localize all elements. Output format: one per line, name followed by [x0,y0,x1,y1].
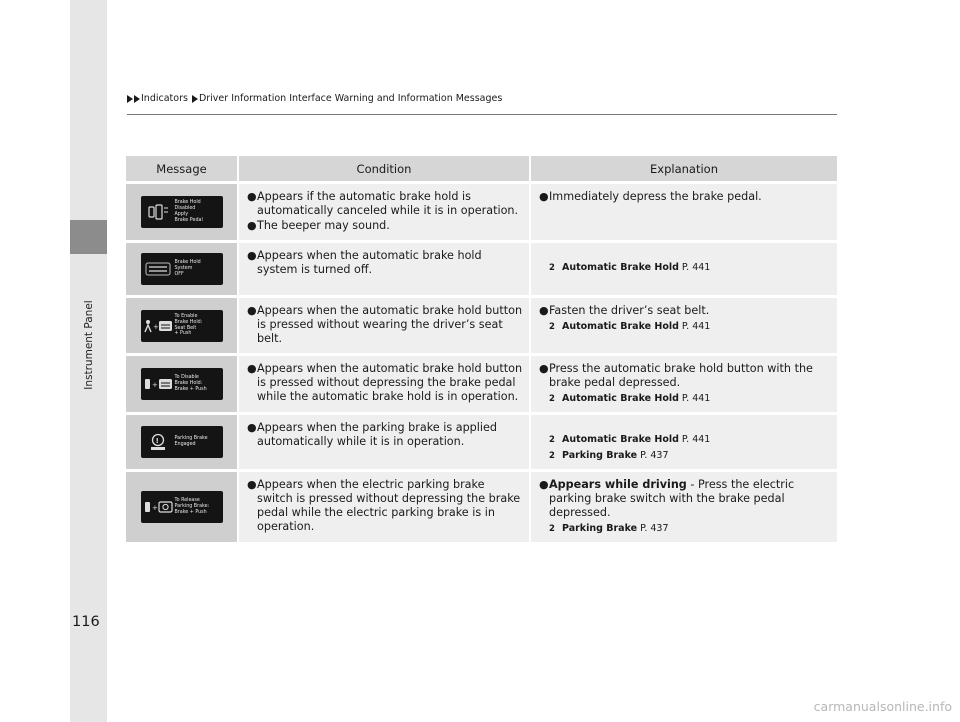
bullet-icon: ● [247,421,257,434]
breadcrumb-arrow-icon [134,95,140,103]
cross-reference-link[interactable]: 2 Automatic Brake Hold P. 441 [549,262,711,273]
message-display [141,368,223,400]
breadcrumb [127,93,502,104]
cross-reference-link[interactable]: 2 Automatic Brake Hold P. 441 [549,321,711,332]
condition-bullet: ● Appears when the automatic brake hold button is pressed without wearing the driver’s seat belt. [247,304,523,345]
bullet-icon: ● [247,190,257,203]
table-row [126,297,837,355]
explanation-cell [530,414,837,471]
bullet-icon: ● [247,478,257,491]
brake-pedal-brake-hold-icon [141,377,175,391]
cross-reference-link[interactable]: 2 Parking Brake P. 437 [549,450,669,461]
breadcrumb-item[interactable]: Indicators [141,93,188,104]
bullet-icon: ● [539,362,549,375]
cross-reference-link[interactable]: 2 Parking Brake P. 437 [549,523,669,534]
message-display [141,253,223,285]
bullet-icon: ● [247,249,257,262]
cross-reference-link[interactable]: 2 Automatic Brake Hold P. 441 [549,393,711,404]
condition-bullet: ● Appears when the electric parking brake switch is pressed without depressing the brake pedal while the electric parking brake is in operation. [247,478,521,533]
message-display-cell [126,242,238,297]
svg-text:+: + [152,322,159,331]
condition-cell [238,183,530,242]
parking-brake-icon [141,433,175,451]
explanation-cell [530,242,837,297]
message-display [141,310,223,342]
message-table [126,156,837,545]
reference-arrow-icon: 2 [549,393,555,404]
message-display-cell [126,183,238,242]
explanation-bullet: ● Immediately depress the brake pedal. [539,190,762,203]
table-row [126,242,837,297]
column-header-condition: Condition [238,156,530,183]
breadcrumb-arrow-icon [127,95,133,103]
table-row [126,414,837,471]
bullet-icon: ● [247,362,257,375]
reference-arrow-icon: 2 [549,523,555,534]
table-row [126,355,837,414]
display-text: To Disable Brake Hold: Brake + Push [174,375,207,392]
svg-text:+: + [151,381,158,389]
reference-arrow-icon: 2 [549,450,555,461]
condition-bullet: ● The beeper may sound. [247,219,390,232]
explanation-cell [530,355,837,414]
column-header-explanation: Explanation [530,156,837,183]
column-header-message: Message [126,156,238,183]
breadcrumb-arrow-icon [192,95,198,103]
bullet-icon: ● [539,304,549,317]
message-display-cell [126,355,238,414]
seat-belt-brake-hold-icon [141,319,175,333]
display-text: Parking Brake Engaged [174,436,208,447]
display-text: To Enable Brake Hold: Seat Belt + Push [174,313,203,337]
side-tab-label: Instrument Panel [83,300,95,390]
breadcrumb-item[interactable]: Driver Information Interface Warning and Information Messages [198,93,503,104]
message-display [141,491,223,523]
condition-bullet: ● Appears when the automatic brake hold system is turned off. [247,249,482,276]
condition-bullet: ● Appears when the automatic brake hold button is pressed without depressing the brake pedal while the automatic brake hold is in operation. [247,362,523,403]
explanation-bullet: ● Press the automatic brake hold button with the brake pedal depressed. [539,362,813,389]
message-display-cell [126,297,238,355]
message-display [141,196,223,228]
message-display [141,426,223,458]
side-tab-marker [70,220,107,254]
page-number: 116 [72,614,100,630]
explanation-cell [530,471,837,544]
bullet-icon: ● [247,304,257,317]
svg-text:+: + [151,504,158,512]
message-display-cell [126,471,238,544]
bullet-icon: ● [539,190,549,203]
condition-cell [238,297,530,355]
reference-arrow-icon: 2 [549,262,555,273]
brake-pedal-parking-switch-icon [141,500,175,514]
explanation-cell [530,183,837,242]
display-text: Brake Hold System OFF [174,260,201,277]
condition-bullet: ● Appears if the automatic brake hold is automatically canceled while it is in operation. [247,190,519,217]
table-row [126,183,837,242]
header-rule [127,114,837,115]
bullet-icon: ● [247,219,257,232]
condition-cell [238,355,530,414]
brake-hold-disabled-icon [141,204,175,220]
table-header-row [126,156,837,183]
condition-bullet: ● Appears when the parking brake is applied automatically while it is in operation. [247,421,497,448]
cross-reference-link[interactable]: 2 Automatic Brake Hold P. 441 [549,434,711,445]
condition-cell [238,414,530,471]
explanation-bullet: ● Appears while driving - Press the electric parking brake switch with the brake pedal depressed. [539,478,795,519]
condition-cell [238,471,530,544]
condition-cell [238,242,530,297]
table-row [126,471,837,544]
bullet-icon: ● [539,478,549,491]
reference-arrow-icon: 2 [549,321,555,332]
brake-hold-indicator-icon [141,262,175,276]
explanation-cell [530,297,837,355]
display-text: To Release Parking Brake: Brake + Push [174,498,210,515]
explanation-bullet: ● Fasten the driver’s seat belt. [539,304,710,317]
message-display-cell [126,414,238,471]
watermark: carmanualsonline.info [813,699,952,714]
explanation-lead: Appears while driving [549,478,687,491]
display-text: Brake Hold Disabled Apply Brake Pedal [174,200,203,223]
reference-arrow-icon: 2 [549,434,555,445]
svg-text:!: ! [155,437,159,445]
